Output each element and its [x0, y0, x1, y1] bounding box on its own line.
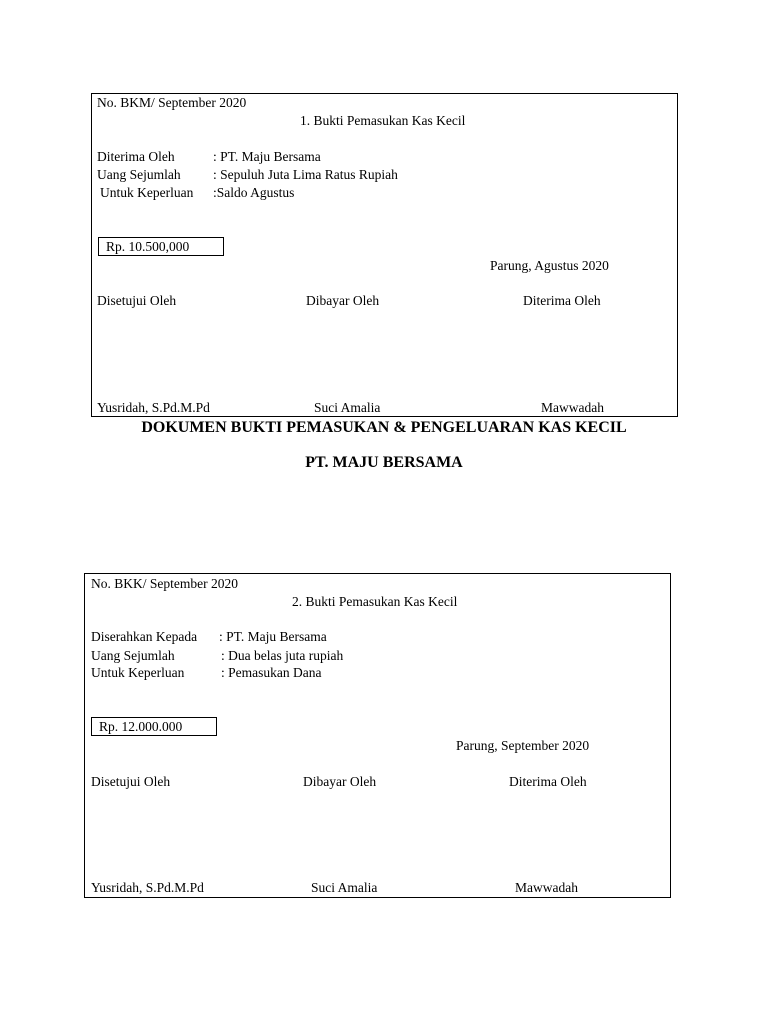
document-title: DOKUMEN BUKTI PEMASUKAN & PENGELUARAN KAS KECIL — [141, 419, 627, 436]
receipt-1-received-sig-label: Diterima Oleh — [523, 293, 601, 308]
company-name: PT. MAJU BERSAMA — [305, 454, 463, 471]
receipt-2-number: No. BKK/ September 2020 — [91, 576, 238, 591]
receipt-1-received-by-value: : PT. Maju Bersama — [213, 149, 321, 164]
receipt-2-amount-box: Rp. 12.000.000 — [91, 717, 217, 736]
receipt-2-paid-by-label: Dibayar Oleh — [303, 774, 377, 789]
receipt-1-amount-words-value: : Sepuluh Juta Lima Ratus Rupiah — [213, 167, 398, 182]
receipt-1-approved-by-name: Yusridah, S.Pd.M.Pd — [97, 400, 210, 415]
receipt-1-approved-by-label: Disetujui Oleh — [97, 293, 177, 308]
receipt-2-handed-to-value: : PT. Maju Bersama — [219, 629, 327, 644]
receipt-2-purpose-value: : Pemasukan Dana — [221, 665, 322, 680]
receipt-1-place-date: Parung, Agustus 2020 — [490, 258, 609, 273]
receipt-2-title: 2. Bukti Pemasukan Kas Kecil — [292, 594, 458, 609]
receipt-2-purpose-label: Untuk Keperluan — [91, 665, 185, 680]
receipt-2-approved-by-label: Disetujui Oleh — [91, 774, 171, 789]
receipt-2-approved-by-name: Yusridah, S.Pd.M.Pd — [91, 880, 204, 895]
receipt-1-received-by-label: Diterima Oleh — [97, 149, 175, 164]
receipt-2-amount-words-label: Uang Sejumlah — [91, 648, 175, 663]
receipt-1-paid-by-label: Dibayar Oleh — [306, 293, 380, 308]
receipt-2-place-date: Parung, September 2020 — [456, 738, 590, 753]
receipt-2-received-sig-name: Mawwadah — [515, 880, 578, 895]
receipt-2-paid-by-name: Suci Amalia — [311, 880, 378, 895]
receipt-1-received-sig-name: Mawwadah — [541, 400, 604, 415]
receipt-1-purpose-value: :Saldo Agustus — [213, 185, 295, 200]
receipt-1-paid-by-name: Suci Amalia — [314, 400, 381, 415]
receipt-1-amount-words-label: Uang Sejumlah — [97, 167, 181, 182]
receipt-2-handed-to-label: Diserahkan Kepada — [91, 629, 198, 644]
receipt-1-title: 1. Bukti Pemasukan Kas Kecil — [300, 113, 466, 128]
receipt-1-purpose-label: Untuk Keperluan — [100, 185, 194, 200]
receipt-2-received-sig-label: Diterima Oleh — [509, 774, 587, 789]
receipt-1-number: No. BKM/ September 2020 — [97, 95, 247, 110]
receipt-1-amount-box: Rp. 10.500,000 — [98, 237, 224, 256]
receipt-2-amount-words-value: : Dua belas juta rupiah — [221, 648, 344, 663]
